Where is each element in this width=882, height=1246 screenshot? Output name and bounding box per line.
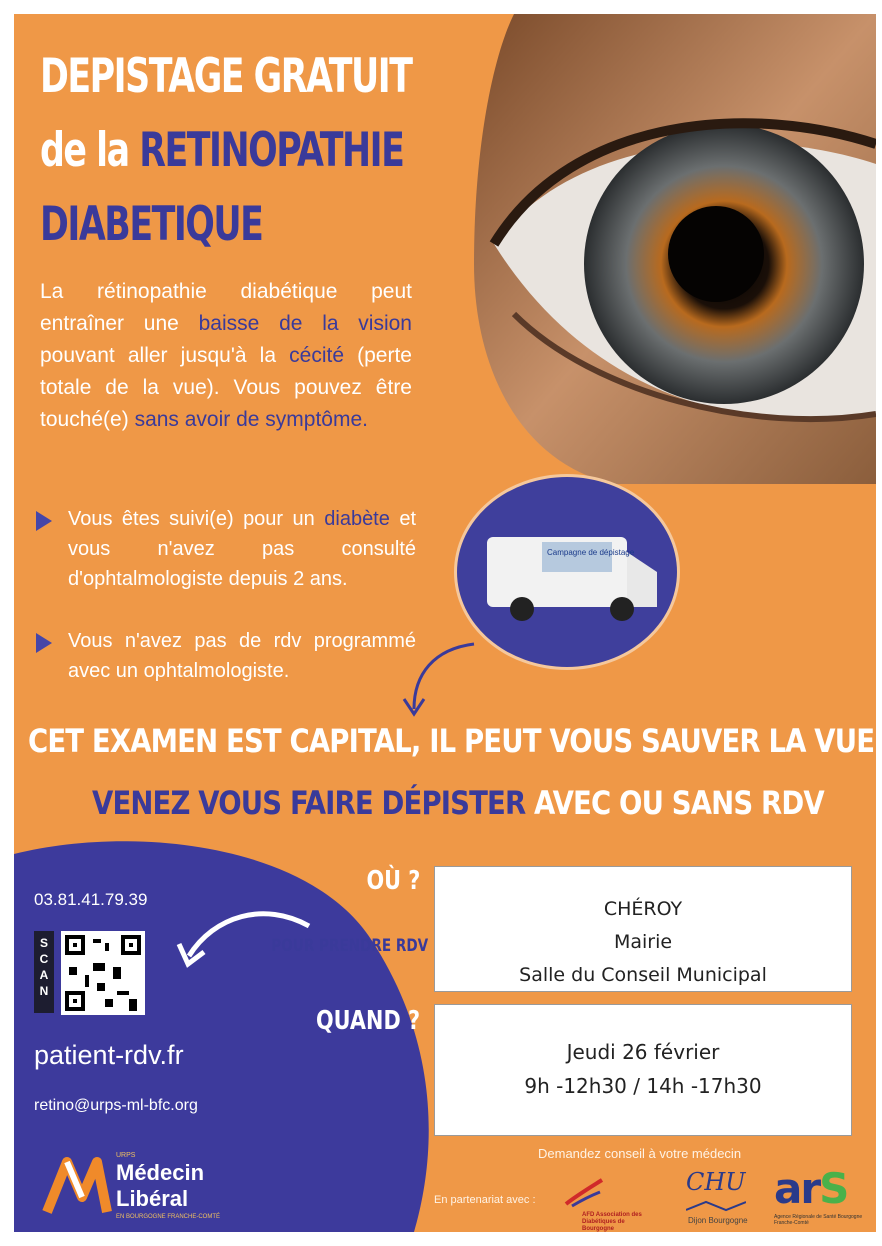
where-line: Mairie	[613, 931, 673, 953]
medecin-liberal-logo	[42, 1152, 242, 1222]
intro-part3: (perte totale de la vue). Vous pouvez être touché(e)	[40, 344, 412, 431]
scan-label	[34, 931, 54, 1013]
where-line: Salle du Conseil Municipal	[519, 964, 767, 986]
scan-letter: S	[39, 936, 48, 950]
afd-bird-icon	[564, 1176, 604, 1210]
where-box	[434, 866, 852, 992]
curved-arrow-icon	[394, 634, 484, 724]
title-line2-highlight: RETINOPATHIE	[139, 123, 404, 178]
chu-title: CHU	[686, 1168, 746, 1196]
where-line: CHÉROY	[603, 898, 683, 920]
intro-part2: pouvant aller jusqu'à la	[40, 344, 277, 367]
headline: CET EXAMEN EST CAPITAL, IL PEUT VOUS SAUVER LA VUE	[28, 722, 875, 760]
partnership-label: En partenariat avec :	[434, 1194, 536, 1206]
scan-letter: N	[39, 984, 49, 998]
van-photo	[454, 474, 680, 670]
logo-urps: URPS	[116, 1152, 136, 1159]
phone-number[interactable]: 03.81.41.79.39	[34, 890, 148, 909]
prendre-rdv-label: POUR PRENDRE RDV	[271, 936, 428, 956]
chu-subtitle: Dijon Bourgogne	[688, 1216, 748, 1225]
chu-logo	[678, 1166, 758, 1232]
where-label: OÙ ?	[366, 866, 420, 896]
subheadline-part2: AVEC OU SANS RDV	[534, 784, 824, 822]
triangle-bullet-icon	[36, 633, 52, 653]
bullet-item	[36, 504, 416, 600]
bullet1-part2: et vous n'avez pas consulté d'ophtalmologiste depuis 2 ans.	[68, 508, 417, 590]
title-line3: DIABETIQUE	[40, 197, 263, 252]
title-line2-prefix: de la	[40, 123, 129, 178]
bullet1-highlight: diabète	[324, 508, 390, 530]
ars-letters: ar	[774, 1164, 820, 1213]
logo-line2: Libéral	[116, 1186, 189, 1211]
ars-subtitle: Agence Régionale de Santé Bourgogne Franche-Comté	[774, 1214, 863, 1226]
subheadline-part1: VENEZ VOUS FAIRE DÉPISTER	[92, 784, 526, 822]
van-sign-text: Campagne de dépistage	[547, 548, 635, 557]
scan-letter: A	[39, 968, 49, 982]
intro-paragraph	[40, 276, 412, 436]
intro-highlight3: sans avoir de symptôme.	[134, 408, 368, 431]
page-title	[40, 40, 412, 262]
poster	[14, 14, 876, 1232]
afd-logo	[564, 1176, 654, 1232]
bullet-item	[36, 626, 416, 690]
triangle-bullet-icon	[36, 511, 52, 531]
ars-logo	[774, 1164, 864, 1232]
subheadline	[92, 784, 824, 822]
when-label: QUAND ?	[315, 1006, 420, 1036]
scan-letter: C	[39, 952, 49, 966]
bullet1-part1: Vous êtes suivi(e) pour un	[68, 508, 315, 530]
email-link[interactable]: retino@urps-ml-bfc.org	[34, 1097, 198, 1114]
intro-part1: La rétinopathie diabétique peut entraîner une	[40, 280, 412, 335]
title-line1: DEPISTAGE GRATUIT	[40, 49, 412, 104]
advice-text: Demandez conseil à votre médecin	[538, 1146, 742, 1161]
logo-line1: Médecin	[116, 1160, 205, 1185]
intro-highlight1: baisse de la vision	[198, 312, 412, 335]
intro-highlight2: cécité	[289, 344, 344, 367]
logo-line3: EN BOURGOGNE FRANCHE-COMTÉ	[116, 1214, 221, 1220]
website-link[interactable]: patient-rdv.fr	[34, 1040, 184, 1070]
bullet2-text: Vous n'avez pas de rdv programmé avec un ophtalmologiste.	[68, 630, 416, 682]
eye-illustration	[454, 14, 876, 484]
afd-text: AFD Association des Diabétiques de Bourgogne	[582, 1212, 642, 1232]
urps-logo-icon	[42, 1152, 112, 1222]
ars-s: S	[819, 1164, 848, 1213]
when-line: 9h -12h30 / 14h -17h30	[524, 1074, 762, 1098]
when-line: Jeudi 26 février	[566, 1040, 720, 1064]
chu-stripe-icon	[686, 1200, 746, 1212]
qr-code[interactable]	[61, 931, 145, 1015]
when-box	[434, 1004, 852, 1136]
